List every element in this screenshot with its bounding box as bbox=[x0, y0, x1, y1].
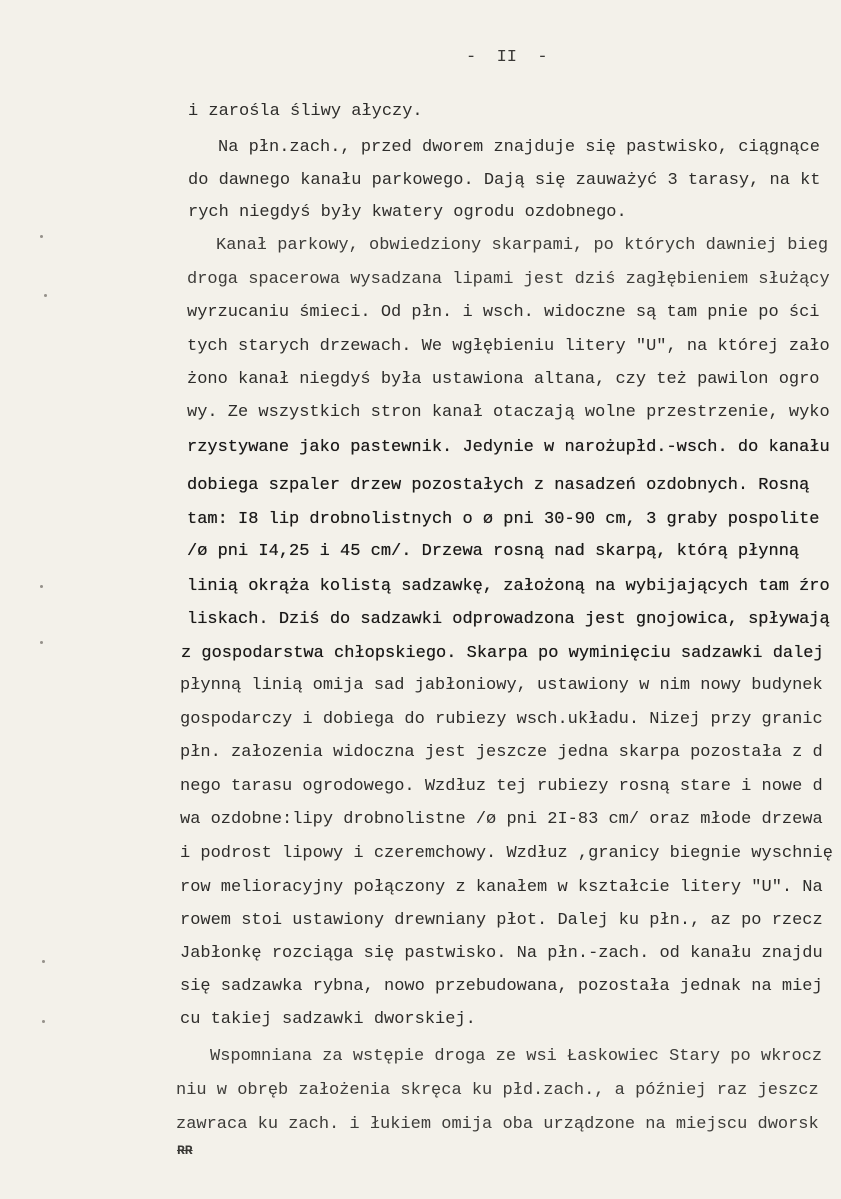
margin-speck bbox=[42, 1020, 45, 1023]
text-line: wa ozdobne:lipy drobnolistne /ø pni 2I-83 cm/ oraz młode drzewa bbox=[180, 810, 823, 829]
text-line: gospodarczy i dobiega do rubiezy wsch.układu. Nizej przy granic bbox=[180, 710, 823, 729]
text-line: Jabłonkę rozciąga się pastwisko. Na płn.-zach. od kanału znajdu bbox=[180, 944, 823, 963]
text-line: płynną linią omija sad jabłoniowy, ustawiony w nim nowy budynek bbox=[180, 676, 823, 695]
margin-speck bbox=[44, 294, 47, 297]
text-line: z gospodarstwa chłopskiego. Skarpa po wyminięciu sadzawki dalej bbox=[181, 644, 824, 663]
text-line: rych niegdyś były kwatery ogrodu ozdobnego. bbox=[188, 203, 627, 222]
text-line: cu takiej sadzawki dworskiej. bbox=[180, 1010, 476, 1029]
text-line: tam: I8 lip drobnolistnych o ø pni 30-90 cm, 3 graby pospolite bbox=[187, 510, 820, 529]
text-line: rzystywane jako pastewnik. Jedynie w narożupłd.-wsch. do kanału bbox=[187, 438, 830, 457]
margin-speck bbox=[40, 585, 43, 588]
text-line: droga spacerowa wysadzana lipami jest dziś zagłębieniem służący bbox=[187, 270, 830, 289]
margin-speck bbox=[40, 641, 43, 644]
text-line: się sadzawka rybna, nowo przebudowana, pozostała jednak na miej bbox=[180, 977, 823, 996]
text-line: /ø pni I4,25 i 45 cm/. Drzewa rosną nad skarpą, którą płynną bbox=[187, 542, 800, 561]
text-line: i podrost lipowy i czeremchowy. Wzdłuz ,granicy biegnie wyschnię bbox=[180, 844, 833, 863]
page-number: - II - bbox=[466, 48, 548, 67]
text-line: liskach. Dziś do sadzawki odprowadzona jest gnojowica, spływają bbox=[187, 610, 830, 629]
text-line: row melioracyjny połączony z kanałem w kształcie litery "U". Na bbox=[180, 878, 823, 897]
text-line: do dawnego kanału parkowego. Dają się zauważyć 3 tarasy, na kt bbox=[188, 171, 821, 190]
text-line: nego tarasu ogrodowego. Wzdłuz tej rubiezy rosną stare i nowe d bbox=[180, 777, 823, 796]
text-line: płn. załozenia widoczna jest jeszcze jedna skarpa pozostała z d bbox=[180, 743, 823, 762]
text-line: rowem stoi ustawiony drewniany płot. Dalej ku płn., az po rzecz bbox=[180, 911, 823, 930]
text-line: Kanał parkowy, obwiedziony skarpami, po których dawniej bieg bbox=[216, 236, 829, 255]
text-line: i zarośla śliwy ałyczy. bbox=[188, 102, 423, 121]
text-line: niu w obręb założenia skręca ku płd.zach., a później raz jeszcz bbox=[176, 1081, 819, 1100]
text-line: zawraca ku zach. i łukiem omija oba urządzone na miejscu dworsk bbox=[176, 1115, 819, 1134]
footer-typist-mark: RR bbox=[177, 1143, 193, 1158]
text-line: dobiega szpaler drzew pozostałych z nasadzeń ozdobnych. Rosną bbox=[187, 476, 810, 495]
text-line: linią okrąża kolistą sadzawkę, założoną na wybijających tam źro bbox=[187, 577, 830, 596]
margin-speck bbox=[42, 960, 45, 963]
text-line: tych starych drzewach. We wgłębieniu litery "U", na której zało bbox=[187, 337, 830, 356]
text-line: żono kanał niegdyś była ustawiona altana, czy też pawilon ogro bbox=[187, 370, 820, 389]
text-line: wyrzucaniu śmieci. Od płn. i wsch. widoczne są tam pnie po ści bbox=[187, 303, 820, 322]
margin-speck bbox=[40, 235, 43, 238]
text-line: wy. Ze wszystkich stron kanał otaczają wolne przestrzenie, wyko bbox=[187, 403, 830, 422]
text-line: Na płn.zach., przed dworem znajduje się pastwisko, ciągnące bbox=[218, 138, 820, 157]
text-line: Wspomniana za wstępie droga ze wsi Łaskowiec Stary po wkrocz bbox=[210, 1047, 823, 1066]
